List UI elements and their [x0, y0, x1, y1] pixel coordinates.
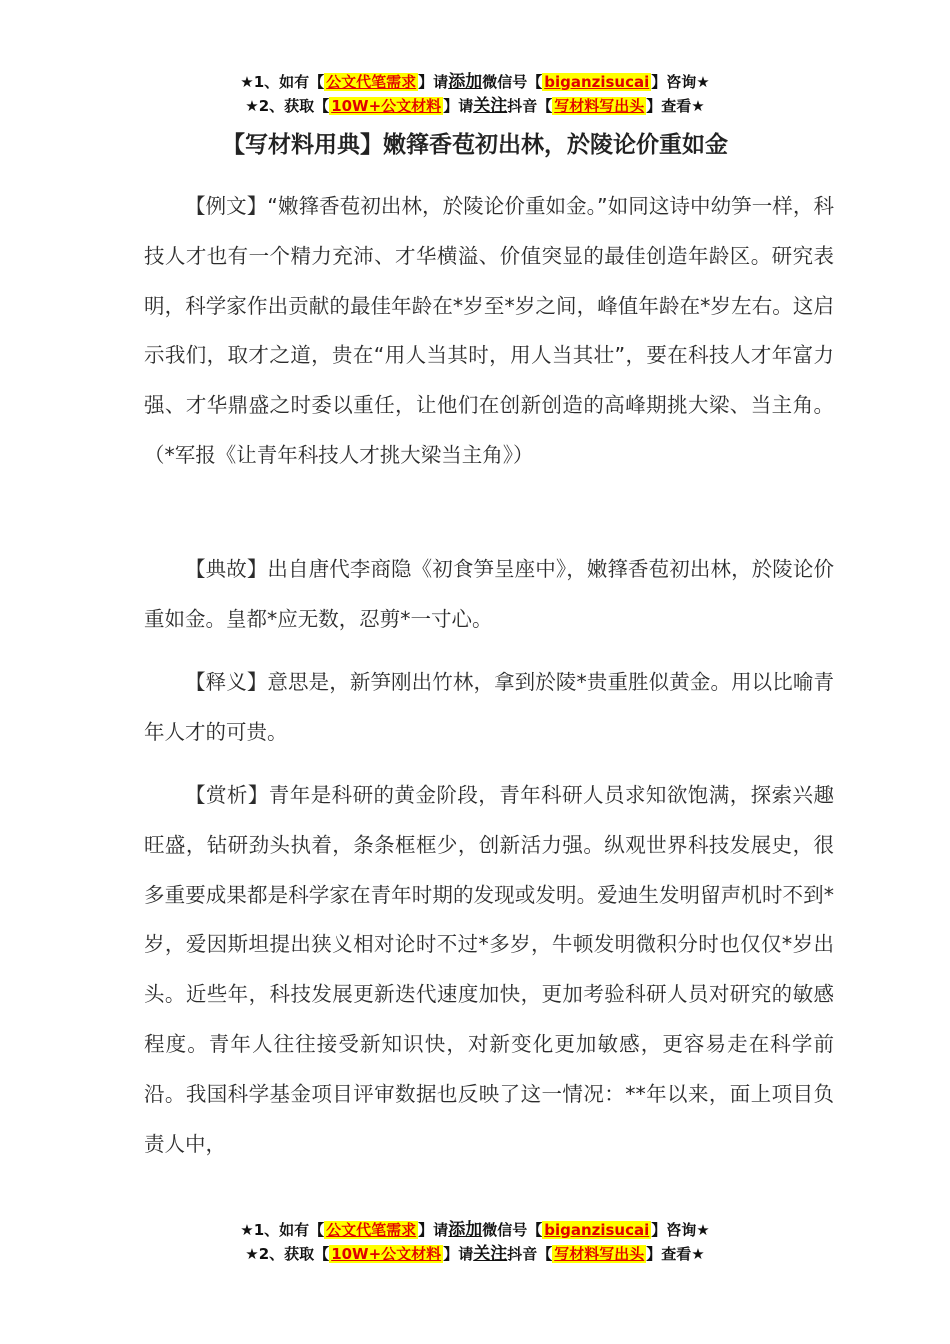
paragraph-meaning: 【释义】意思是，新笋刚出竹林，拿到於陵*贵重胜似黄金。用以比喻青年人才的可贵。 [144, 670, 834, 744]
banner-text: 抖音【 [507, 1245, 553, 1263]
paragraph-source: 【典故】出自唐代李商隐《初食笋呈座中》，嫩箨香苞初出林，於陵论价重如金。皇都*应无数，忍剪*一寸心。 [144, 557, 834, 631]
banner-text: ★2、获取【 [245, 97, 330, 115]
banner-text: 】请 [418, 1221, 449, 1239]
banner-text: 】请 [418, 73, 449, 91]
highlight-materials: 10W+公文材料 [331, 97, 442, 115]
banner-text: 抖音【 [507, 97, 553, 115]
banner-emphasis: 添加 [448, 1220, 483, 1240]
banner-line-1 [0, 70, 950, 94]
banner-text: 】查看★ [646, 1245, 705, 1263]
banner-text: ★2、获取【 [245, 1245, 330, 1263]
banner-emphasis: 关注 [473, 96, 508, 116]
banner-line-2 [0, 94, 950, 118]
footer-banner [0, 1218, 950, 1266]
banner-text: 微信号【 [482, 73, 543, 91]
highlight-service: 公文代笔需求 [326, 1221, 417, 1239]
highlight-wechat-id: biganzisucai [544, 73, 650, 91]
banner-line-1 [0, 1218, 950, 1242]
banner-emphasis: 添加 [448, 72, 483, 92]
banner-text: ★1、如有【 [240, 73, 325, 91]
highlight-materials: 10W+公文材料 [331, 1245, 442, 1263]
banner-text: 】查看★ [646, 97, 705, 115]
banner-text: 微信号【 [482, 1221, 543, 1239]
banner-text: 】咨询★ [651, 73, 710, 91]
paragraph-example: 【例文】“嫩箨香苞初出林，於陵论价重如金。”如同这诗中幼笋一样，科技人才也有一个精力充沛、才华横溢、价值突显的最佳创造年龄区。研究表明，科学家作出贡献的最佳年龄在*岁至*岁之间，峰值年龄在*岁左右。这启示我们，取才之道，贵在“用人当其时，用人当其壮”，要在科技人才年富力强、才华鼎盛之时委以重任，让他们在创新创造的高峰期挑大梁、当主角。（*军报《让青年科技人才挑大梁当主角》） [144, 194, 834, 467]
banner-text: 】咨询★ [651, 1221, 710, 1239]
banner-emphasis: 关注 [473, 1244, 508, 1264]
banner-text: 】请 [443, 1245, 474, 1263]
highlight-service: 公文代笔需求 [326, 73, 417, 91]
page-title: 【写材料用典】嫩箨香苞初出林，於陵论价重如金 [222, 132, 728, 158]
header-banner [0, 70, 950, 118]
paragraph-analysis: 【赏析】青年是科研的黄金阶段，青年科研人员求知欲饱满，探索兴趣旺盛，钻研劲头执着，条条框框少，创新活力强。纵观世界科技发展史，很多重要成果都是科学家在青年时期的发现或发明。爱迪生发明留声机时不到*岁，爱因斯坦提出狭义相对论时不过*多岁，牛顿发明微积分时也仅仅*岁出头。近些年，科技发展更新迭代速度加快，更加考验科研人员对研究的敏感程度。青年人往往接受新知识快，对新变化更加敏感，更容易走在科学前沿。我国科学基金项目评审数据也反映了这一情况：**年以来，面上项目负责人中， [144, 783, 834, 1156]
highlight-douyin: 写材料写出头 [554, 97, 645, 115]
banner-line-2 [0, 1242, 950, 1266]
highlight-wechat-id: biganzisucai [544, 1221, 650, 1239]
banner-text: 】请 [443, 97, 474, 115]
banner-text: ★1、如有【 [240, 1221, 325, 1239]
highlight-douyin: 写材料写出头 [554, 1245, 645, 1263]
